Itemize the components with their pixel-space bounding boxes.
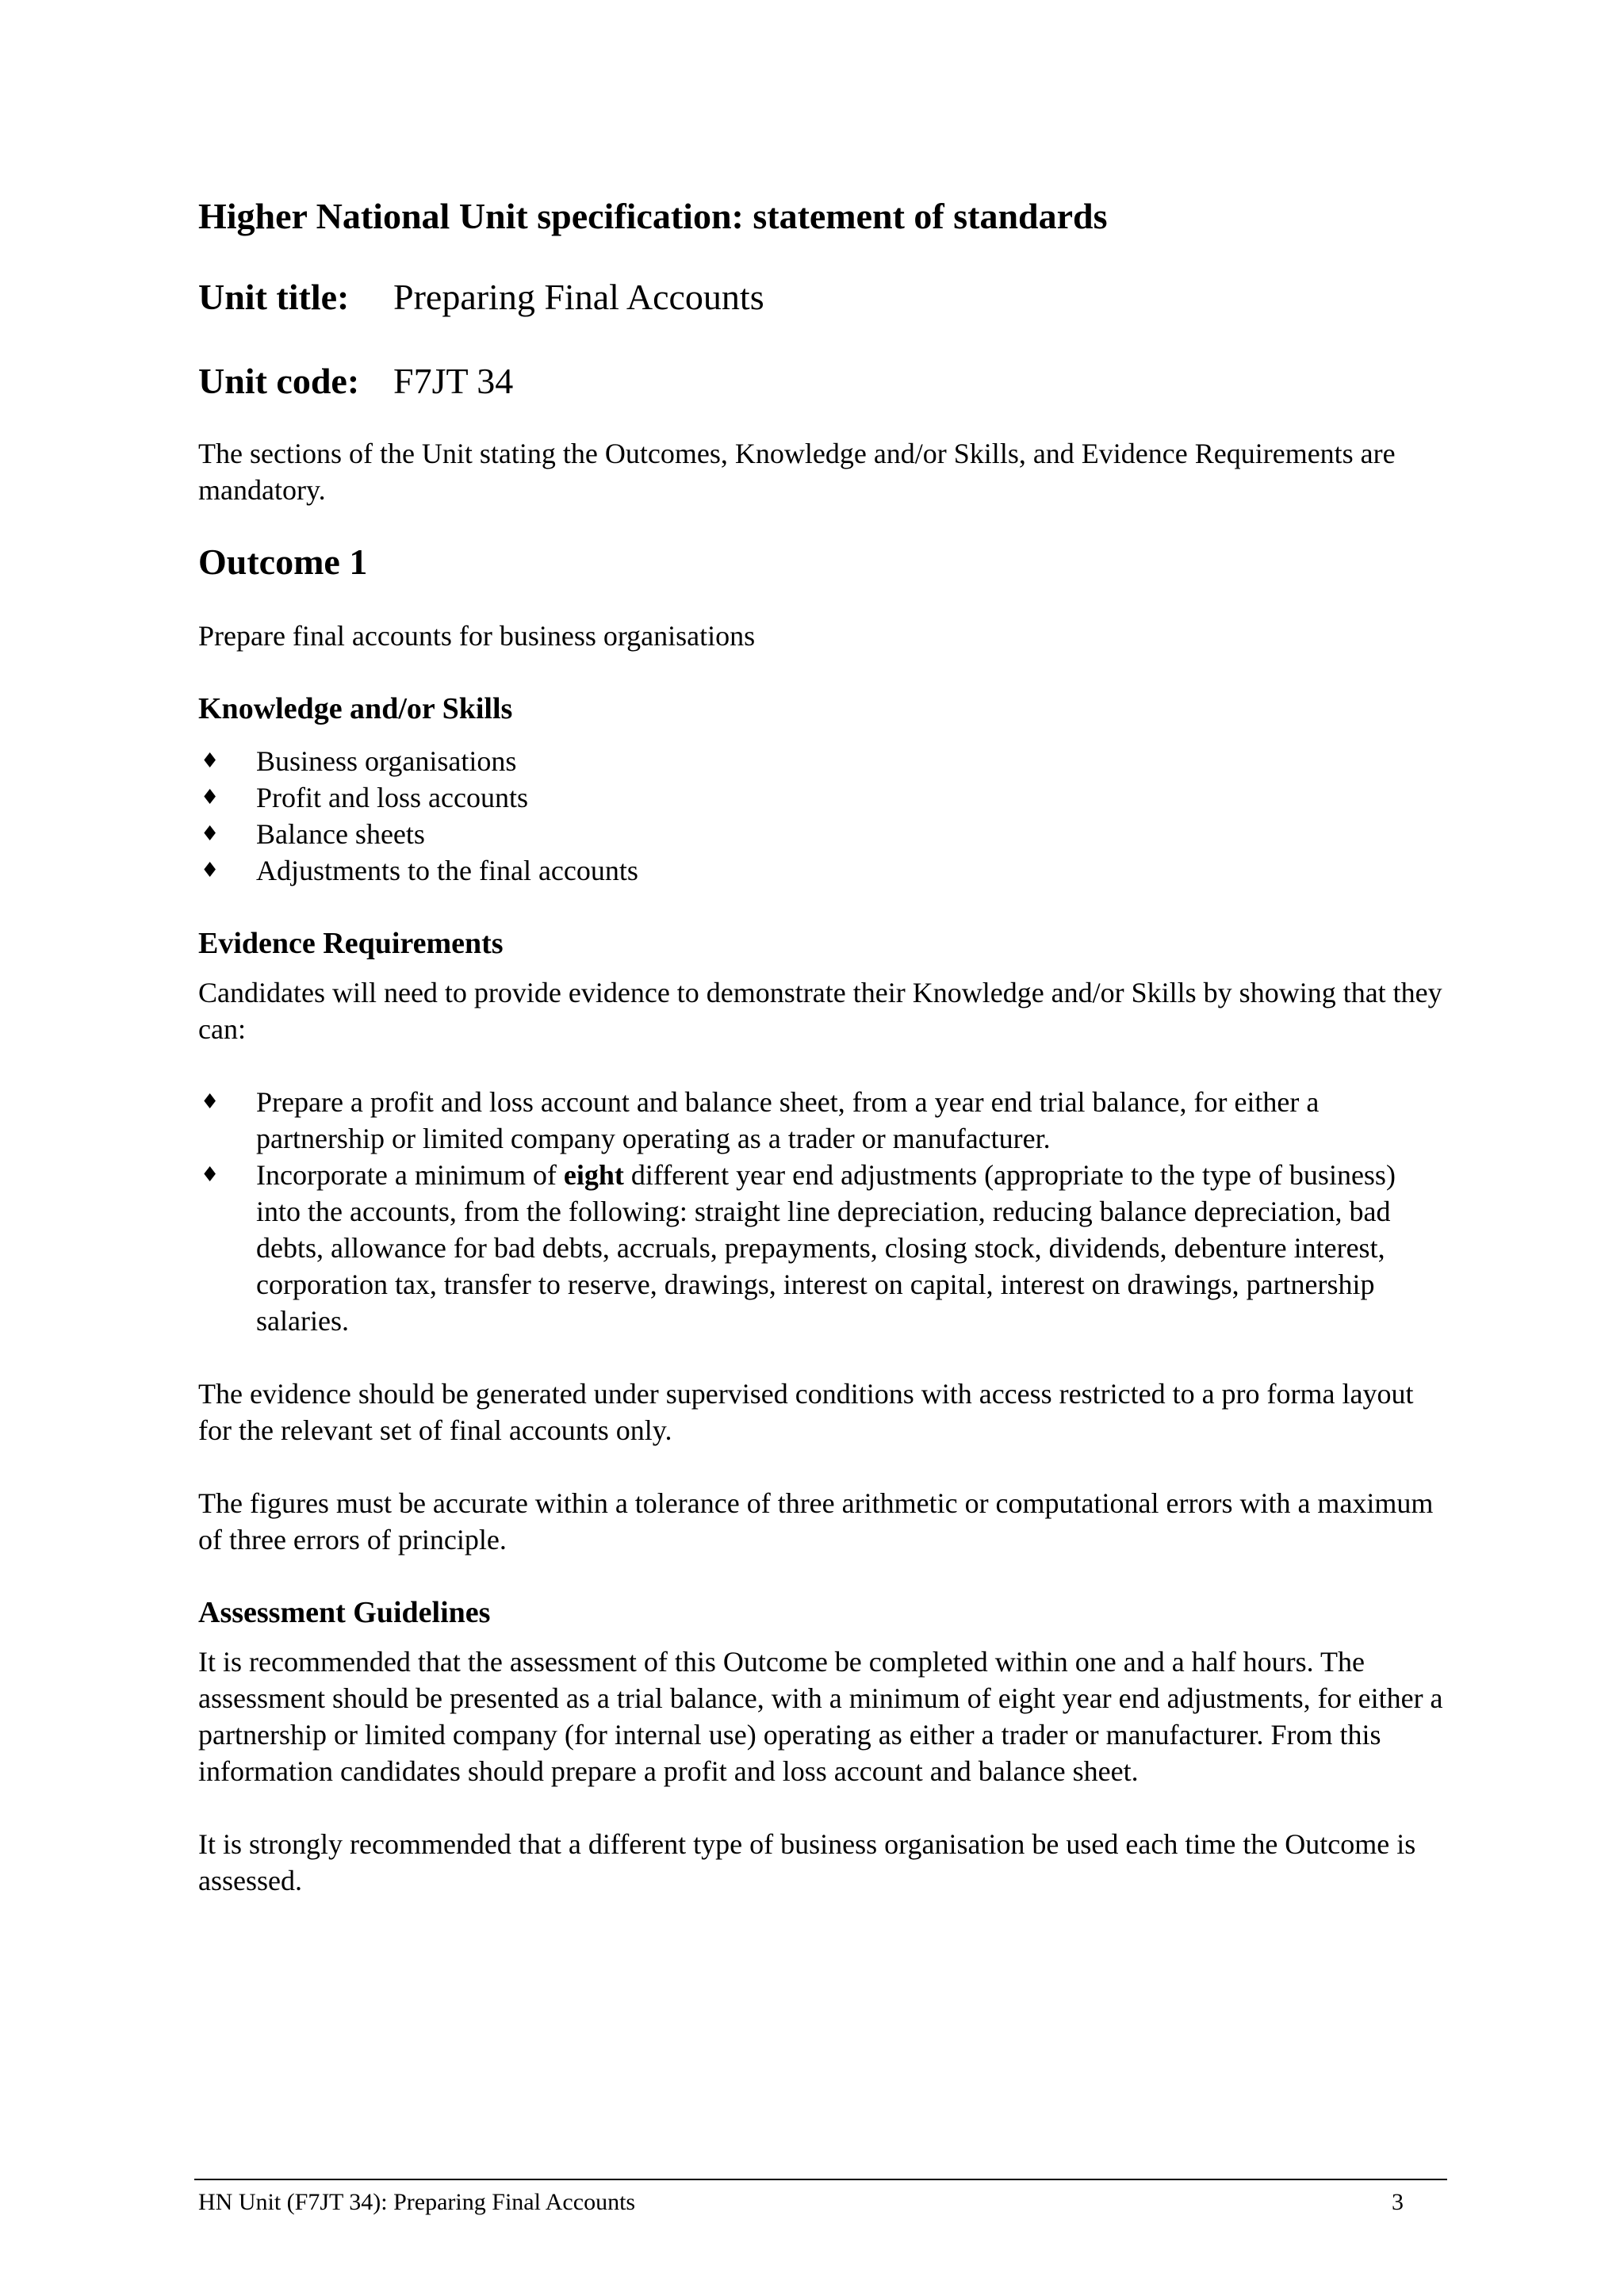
- page-number: 3: [1392, 2189, 1404, 2215]
- unit-code-label: Unit code:: [198, 361, 360, 401]
- unit-code-value: F7JT 34: [393, 361, 514, 401]
- intro-paragraph: The sections of the Unit stating the Outcomes, Knowledge and/or Skills, and Evidence Requirements are mandatory.: [198, 438, 1396, 506]
- unit-title-line: [198, 275, 1443, 320]
- evidence-paragraph-2: The figures must be accurate within a tolerance of three arithmetic or computational errors with a maximum of three errors of principle.: [198, 1487, 1434, 1556]
- knowledge-skills-list: [198, 743, 1443, 889]
- footer-title: HN Unit (F7JT 34): Preparing Final Accounts: [198, 2189, 636, 2215]
- list-item: ♦ Business organisations: [198, 743, 1443, 779]
- assessment-paragraph-1: It is recommended that the assessment of this Outcome be completed within one and a half hours. The assessment should be presented as a trial balance, with a minimum of eight year end adjustments, for either a partnership or limited company (for internal use) operating as either a trader or manufacturer. From this information candidates should prepare a profit and loss account and balance sheet.: [198, 1646, 1443, 1787]
- outcome-heading: Outcome 1: [198, 541, 368, 582]
- evidence-requirements-heading: Evidence Requirements: [198, 927, 504, 960]
- page-footer: [194, 2179, 1447, 2215]
- list-item: ♦ Prepare a profit and loss account and balance sheet, from a year end trial balance, for either a partnership or limited company operating as a trader or manufacturer.: [198, 1084, 1443, 1157]
- assessment-paragraph-2: It is strongly recommended that a different type of business organisation be used each time the Outcome is assessed.: [198, 1828, 1416, 1896]
- bullet-diamond-icon: ♦: [201, 749, 220, 773]
- outcome-text: Prepare final accounts for business organisations: [198, 620, 756, 652]
- evidence-paragraph-1: The evidence should be generated under supervised conditions with access restricted to a pro forma layout for the relevant set of final accounts only.: [198, 1378, 1414, 1446]
- bullet-diamond-icon: ♦: [201, 786, 220, 809]
- list-item: ♦ Adjustments to the final accounts: [198, 852, 1443, 889]
- page-heading: Higher National Unit specification: statement of standards: [198, 196, 1108, 236]
- list-item: ♦ Profit and loss accounts: [198, 779, 1443, 816]
- bullet-diamond-icon: ♦: [201, 822, 220, 846]
- unit-code-line: [198, 359, 1443, 404]
- unit-title-value: Preparing Final Accounts: [393, 277, 764, 317]
- bullet-diamond-icon: ♦: [201, 1163, 220, 1187]
- evidence-list: [198, 1084, 1443, 1339]
- bullet-diamond-icon: ♦: [201, 859, 220, 882]
- page-content: [198, 194, 1443, 1899]
- unit-title-label: Unit title:: [198, 277, 350, 317]
- evidence-intro: Candidates will need to provide evidence to demonstrate their Knowledge and/or Skills by showing that they can:: [198, 977, 1442, 1045]
- bullet-diamond-icon: ♦: [201, 1090, 220, 1114]
- list-item: ♦ Incorporate a minimum of eight different year end adjustments (appropriate to the type of business) into the accounts, from the following: straight line depreciation, reducing balance depreciation, bad debts, allowance for bad debts, accruals, prepayments, closing stock, dividends, debenture interest, corporation tax, transfer to reserve, drawings, interest on capital, interest on drawings, partnership salaries.: [198, 1157, 1443, 1339]
- list-item: ♦ Balance sheets: [198, 816, 1443, 852]
- assessment-guidelines-heading: Assessment Guidelines: [198, 1596, 491, 1629]
- knowledge-skills-heading: Knowledge and/or Skills: [198, 692, 513, 725]
- emphasis-text: eight: [563, 1159, 624, 1191]
